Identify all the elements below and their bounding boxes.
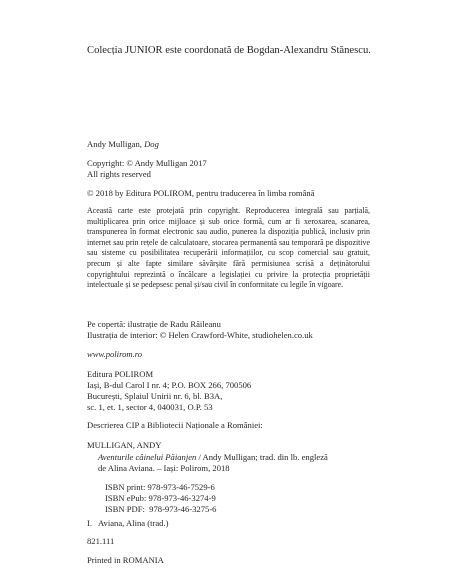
- cip-publication-line: de Alina Aviana. – Iași: Polirom, 2018: [98, 463, 230, 473]
- cip-translator: I. Aviana, Alina (trad.): [87, 518, 169, 528]
- cip-author: MULLIGAN, ANDY: [87, 440, 162, 450]
- isbn-epub: ISBN ePub: 978-973-46-3274-9: [105, 493, 216, 503]
- cip-title: Aventurile câinelui Păianjen: [98, 452, 197, 462]
- publisher-iasi-address: Iași, B-dul Carol I nr. 4; P.O. BOX 266, 700506: [87, 380, 252, 390]
- cover-credit: Pe copertă: ilustrație de Radu Răileanu: [87, 319, 221, 329]
- author-title-line: [87, 140, 159, 149]
- rights-line: All rights reserved: [87, 169, 151, 179]
- copyright-line: Copyright: © Andy Mulligan 2017: [87, 158, 207, 168]
- publisher-name: Editura POLIROM: [87, 369, 154, 379]
- publisher-bucuresti-address: București, Splaiul Unirii nr. 6, bl. B3A,: [87, 391, 223, 401]
- publisher-bucuresti-address-2: sc. 1, et. 1, sector 4, 040031, O.P. 53: [87, 402, 213, 412]
- website-link[interactable]: www.polirom.ro: [87, 349, 143, 359]
- legal-notice: Această carte este protejată prin copyright. Reproducerea integrală sau parțială, multiplicarea prin orice mijloace și sub orice formă, cum ar fi xeroxarea, scanarea, transpunerea în format electronic sau audio, punerea la dispoziția publică, inclusiv prin internet sau prin rețele de calculatoare, stocarea permanentă sau temporară pe dispozitive sau sisteme cu posibilitatea recuperării informațiilor, cu scop comercial sau gratuit, precum și alte fapte similare săvârșite fără permisiunea scrisă a deținătorului copyrightului reprezintă o încălcare a legislației cu privire la protecția proprietății intelectuale și se pedepsesc penal și/sau civil în conformitate cu legile în vigoare.: [87, 206, 370, 290]
- cip-classification: 821.111: [87, 536, 115, 546]
- cip-heading: Descrierea CIP a Bibliotecii Naționale a României:: [87, 420, 263, 430]
- cip-title-line: [98, 453, 328, 462]
- cip-title-rest: / Andy Mulligan; trad. din lb. engleză: [196, 452, 328, 462]
- interior-credit: Ilustrația de interior: © Helen Crawford-White, studiohelen.co.uk: [87, 330, 313, 340]
- printed-in: Printed in ROMANIA: [87, 555, 164, 565]
- isbn-print: ISBN print: 978-973-46-7529-6: [105, 482, 215, 492]
- translation-copyright: © 2018 by Editura POLIROM, pentru traducerea în limba română: [87, 188, 315, 198]
- collection-note: Colecția JUNIOR este coordonată de Bogdan-Alexandru Stănescu.: [87, 45, 371, 56]
- author-name: Andy Mulligan,: [87, 139, 145, 149]
- isbn-pdf: ISBN PDF: 978-973-46-3275-6: [105, 504, 217, 514]
- original-title: Dog: [144, 139, 159, 149]
